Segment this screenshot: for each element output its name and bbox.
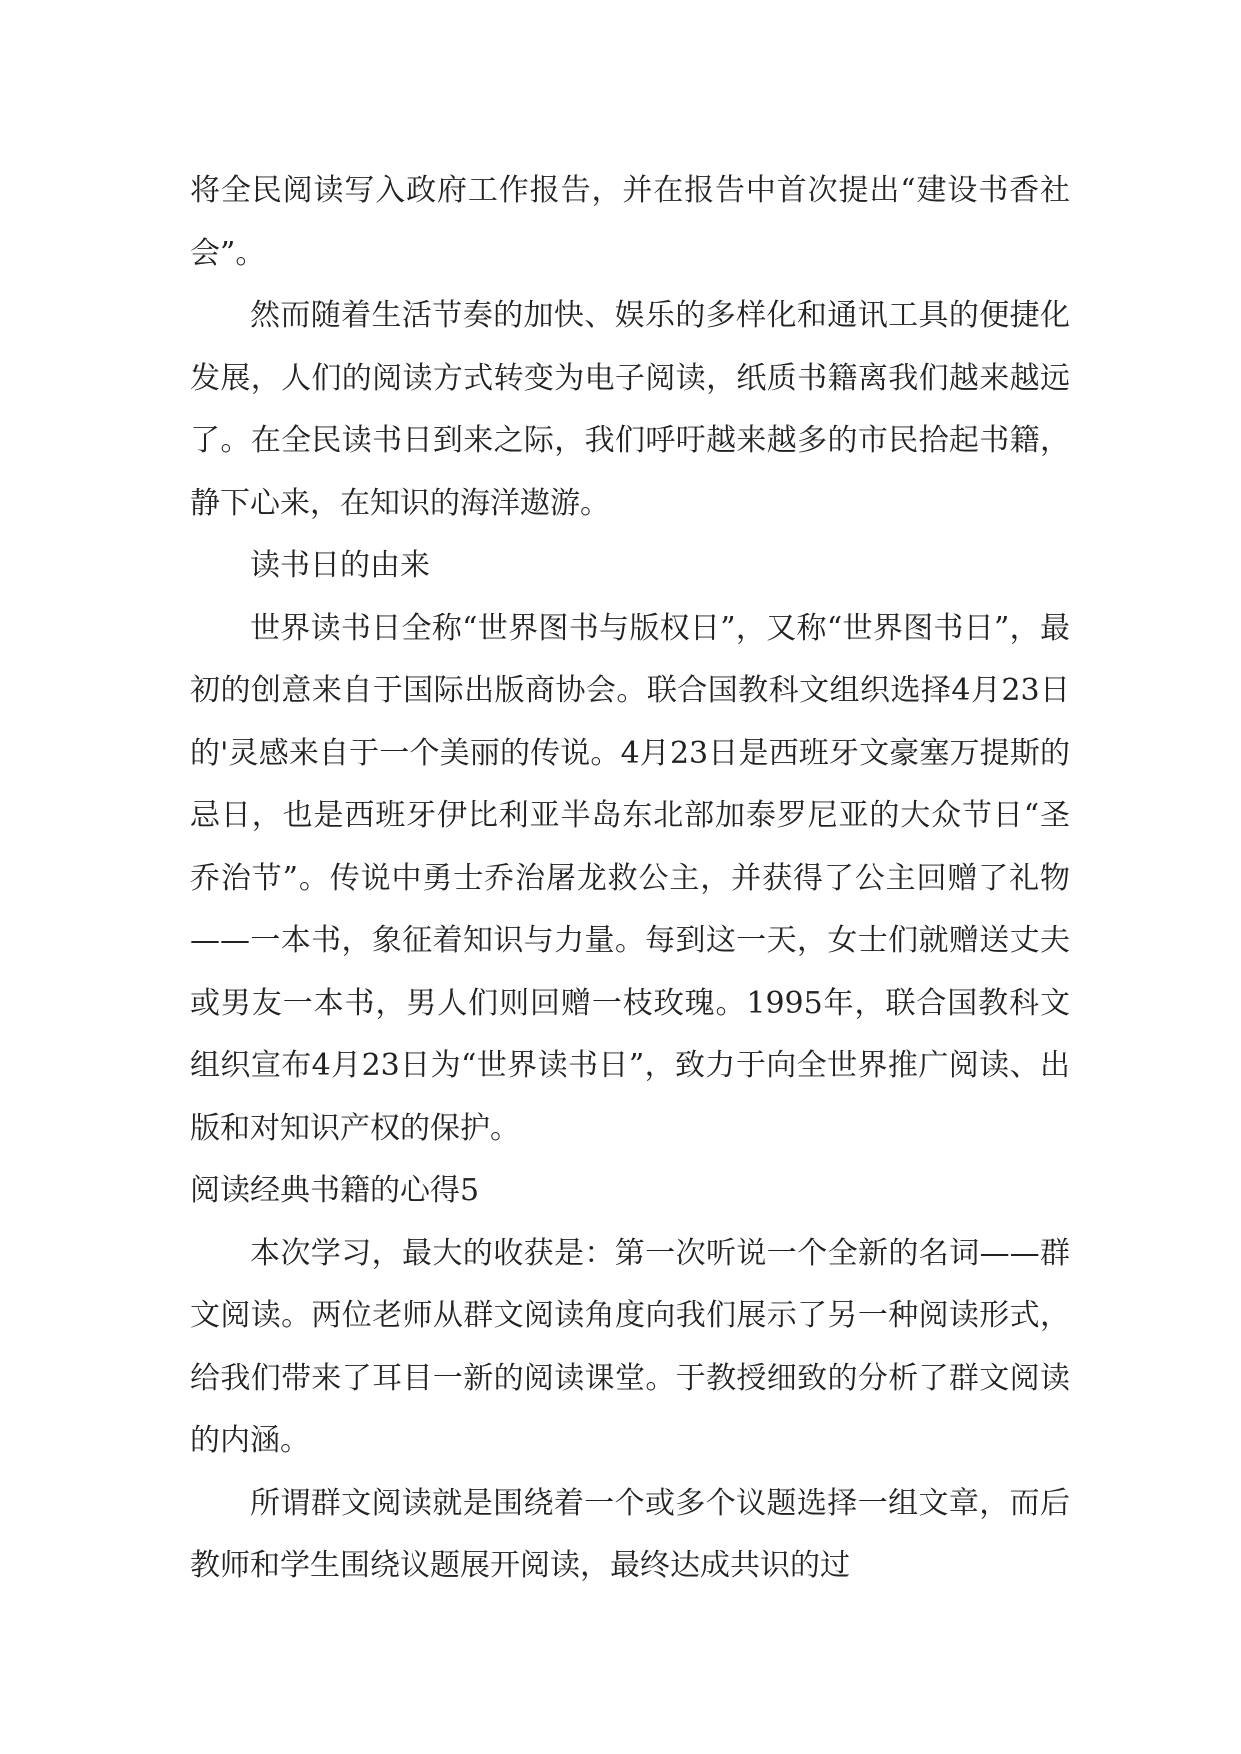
- subheading-reading-day-origin: 读书日的由来: [250, 548, 430, 583]
- paragraph-1: 将全民阅读写入政府工作报告，并在报告中首次提出“建设书香社会”。: [190, 173, 1070, 271]
- paragraph-4: 本次学习，最大的收获是：第一次听说一个全新的名词——群文阅读。两位老师从群文阅读角度向我们展示了另一种阅读形式，给我们带来了耳目一新的阅读课堂。于教授细致的分析了群文阅读的内涵。: [190, 1235, 1070, 1458]
- document-body: [190, 160, 1070, 1598]
- paragraph-3: 世界读书日全称“世界图书与版权日”，又称“世界图书日”，最初的创意来自于国际出版商协会。联合国教科文组织选择4月23日的'灵感来自于一个美丽的传说。4月23日是西班牙文豪塞万提斯的忌日，也是西班牙伊比利亚半岛东北部加泰罗尼亚的大众节日“圣乔治节”。传说中勇士乔治屠龙救公主，并获得了公主回赠了礼物——一本书，象征着知识与力量。每到这一天，女士们就赠送丈夫或男友一本书，男人们则回赠一枝玫瑰。1995年，联合国教科文组织宣布4月23日为“世界读书日”，致力于向全世界推广阅读、出版和对知识产权的保护。: [190, 610, 1070, 1146]
- section-title: 阅读经典书籍的心得5: [190, 1173, 480, 1208]
- paragraph-5: 所谓群文阅读就是围绕着一个或多个议题选择一组文章，而后教师和学生围绕议题展开阅读，最终达成共识的过: [190, 1485, 1070, 1583]
- paragraph-2: 然而随着生活节奏的加快、娱乐的多样化和通讯工具的便捷化发展，人们的阅读方式转变为电子阅读，纸质书籍离我们越来越远了。在全民读书日到来之际，我们呼吁越来越多的市民拾起书籍，静下心来，在知识的海洋遨游。: [190, 298, 1070, 521]
